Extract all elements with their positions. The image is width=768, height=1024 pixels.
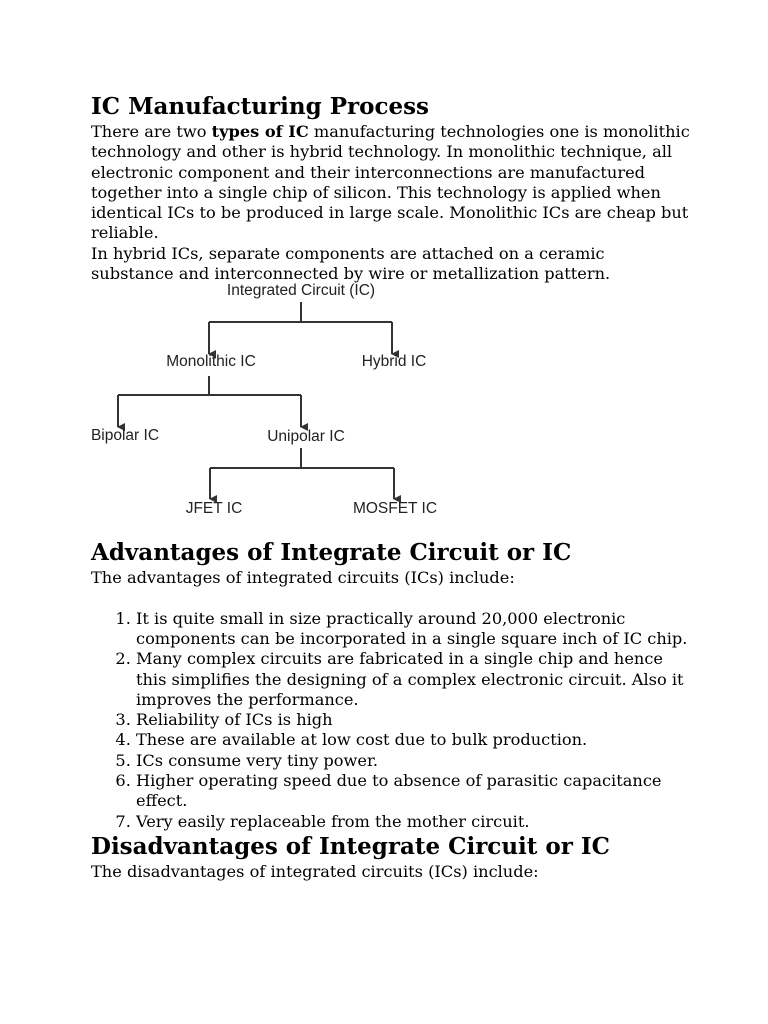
- list-item: 7. Very easily replaceable from the mother circuit.: [136, 812, 691, 832]
- list-item: 4. These are available at low cost due to bulk production.: [136, 730, 691, 750]
- list-item: 6. Higher operating speed due to absence of parasitic capacitance effect.: [136, 771, 691, 812]
- section-title-advantages: Advantages of Integrate Circuit or IC: [91, 539, 572, 567]
- advantages-intro: The advantages of integrated circuits (ICs) include:: [91, 568, 515, 588]
- paragraph-types-pre: There are two: [91, 122, 212, 141]
- document-page: [91, 92, 691, 882]
- list-item: 2. Many complex circuits are fabricated in a single chip and hence this simplifies the designing of a complex electronic circuit. Also it improves the performance.: [136, 649, 691, 710]
- paragraph-types: [91, 122, 691, 244]
- paragraph-types-post: manufacturing technologies one is monolithic technology and other is hybrid technology. In monolithic technique, all electronic component and their interconnections are manufactured together into a single chip of silicon. This technology is applied when identical ICs to be produced in large scale. Monolithic ICs are cheap but reliable.: [91, 122, 690, 243]
- link-types-of-ic[interactable]: types of IC: [211, 122, 309, 141]
- node-unipolar-ic: Unipolar IC: [267, 428, 345, 446]
- node-jfet-ic: JFET IC: [185, 500, 243, 518]
- list-item: 1. It is quite small in size practically around 20,000 electronic components can be incorporated in a single square inch of IC chip.: [136, 609, 691, 650]
- list-item: 3. Reliability of ICs is high: [136, 710, 691, 730]
- ic-classification-diagram: [91, 284, 691, 538]
- section-title-manufacturing: IC Manufacturing Process: [91, 93, 429, 120]
- node-mosfet-ic: MOSFET IC: [352, 500, 438, 518]
- section-title-disadvantages: Disadvantages of Integrate Circuit or IC: [91, 832, 610, 860]
- list-item: 5. ICs consume very tiny power.: [136, 751, 691, 771]
- node-bipolar-ic: Bipolar IC: [90, 427, 160, 445]
- advantages-list: [91, 609, 691, 832]
- node-monolithic-ic: Monolithic IC: [166, 353, 256, 371]
- node-integrated-circuit: Integrated Circuit (IC): [226, 282, 376, 300]
- disadvantages-intro: The disadvantages of integrated circuits (ICs) include:: [91, 861, 539, 881]
- node-hybrid-ic: Hybrid IC: [361, 353, 427, 371]
- paragraph-hybrid: In hybrid ICs, separate components are attached on a ceramic substance and interconnected by wire or metallization pattern.: [91, 243, 611, 284]
